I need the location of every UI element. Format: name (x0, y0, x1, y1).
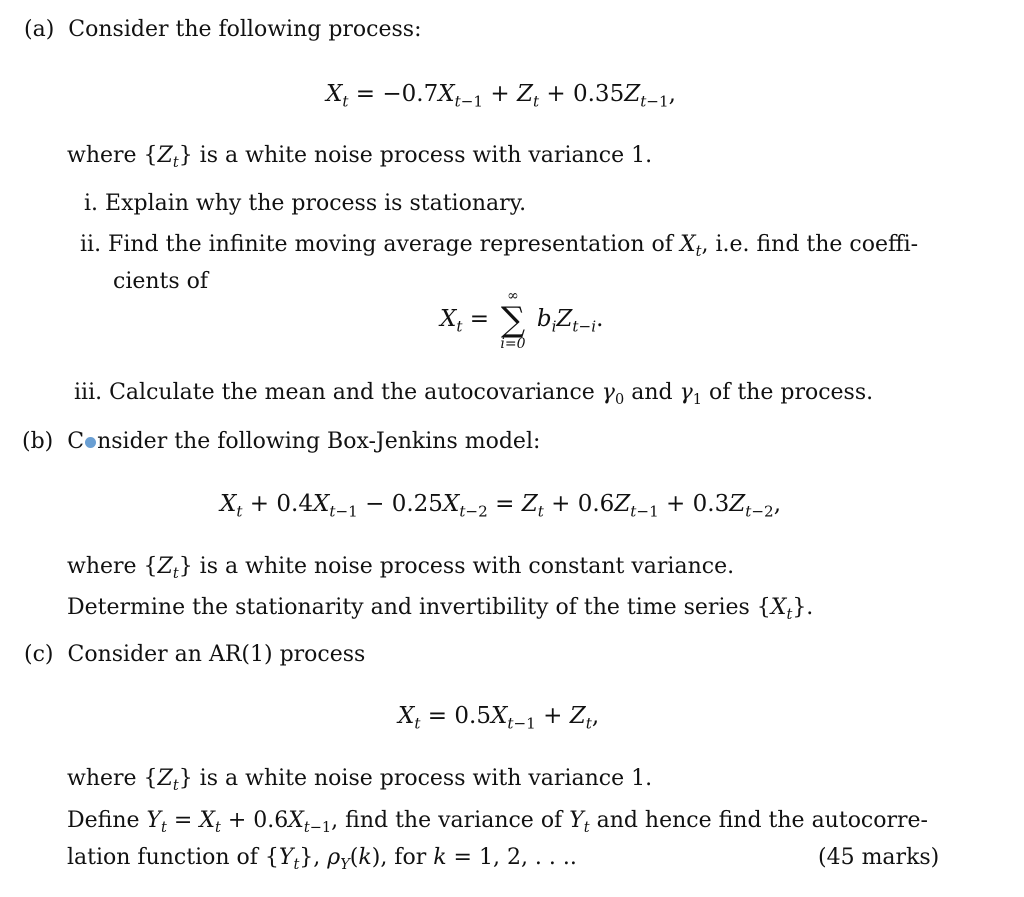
part-c-label: (c) (24, 642, 54, 667)
part-b-where: where $\{Z_t\}$ is a white noise process with constant variance. (67, 554, 735, 583)
part-a-item-iii: iii. Calculate the mean and the autocovariance $\gamma_0$ and $\gamma_1$ of the process. (74, 380, 874, 409)
part-a-item-ii-cont: cients of (113, 269, 209, 294)
part-c-where: where $\{Z_t\}$ is a white noise process with variance 1. (67, 766, 653, 795)
marks-label: (45 marks) (818, 845, 940, 870)
part-a-intro: Consider the following process: (68, 17, 422, 42)
part-a-sum-equation: $X_t$ = ∞ ∑ i=0 $b_iZ_{t-i}$. (440, 288, 604, 352)
part-a-intro-line (24, 16, 422, 44)
part-a-label: (a) (24, 17, 55, 42)
part-b-label: (b) (22, 429, 54, 454)
sum-symbol: ∞ ∑ i=0 (500, 288, 526, 352)
part-b-equation: $X_t + 0.4X_{t-1} - 0.25X_{t-2} = Z_t + 0.6Z_{t-1} + 0.3Z_{t-2}$, (220, 491, 782, 521)
part-c-equation: $X_t = 0.5X_{t-1} + Z_t$, (398, 703, 600, 733)
part-a-equation: $X_t = -0.7X_{t-1} + Z_t + 0.35Z_{t-1}$, (326, 81, 676, 111)
cursor-dot-icon (85, 437, 96, 448)
part-a-item-i: i. Explain why the process is stationary. (84, 191, 527, 216)
part-a-where: where $\{Z_t\}$ is a white noise process with variance 1. (67, 143, 653, 172)
part-c-intro: Consider an AR(1) process (67, 642, 366, 667)
part-c-task-line2: lation function of $\{Y_t\}$, $\rho_Y(k)$, for k = 1, 2, . . .. (67, 845, 577, 874)
part-a-item-ii: ii. Find the infinite moving average representation of $X_t$, i.e. find the coeffi- (80, 232, 919, 261)
part-c-intro-line (24, 641, 365, 669)
part-b-intro-line: (b) C nsider the following Box-Jenkins model: (22, 429, 541, 454)
part-b-task: Determine the stationarity and invertibility of the time series $\{X_t\}$. (67, 595, 814, 624)
part-c-task-line1: Define $Y_t = X_t + 0.6X_{t-1}$, find the variance of $Y_t$ and hence find the autocorre- (67, 808, 928, 837)
